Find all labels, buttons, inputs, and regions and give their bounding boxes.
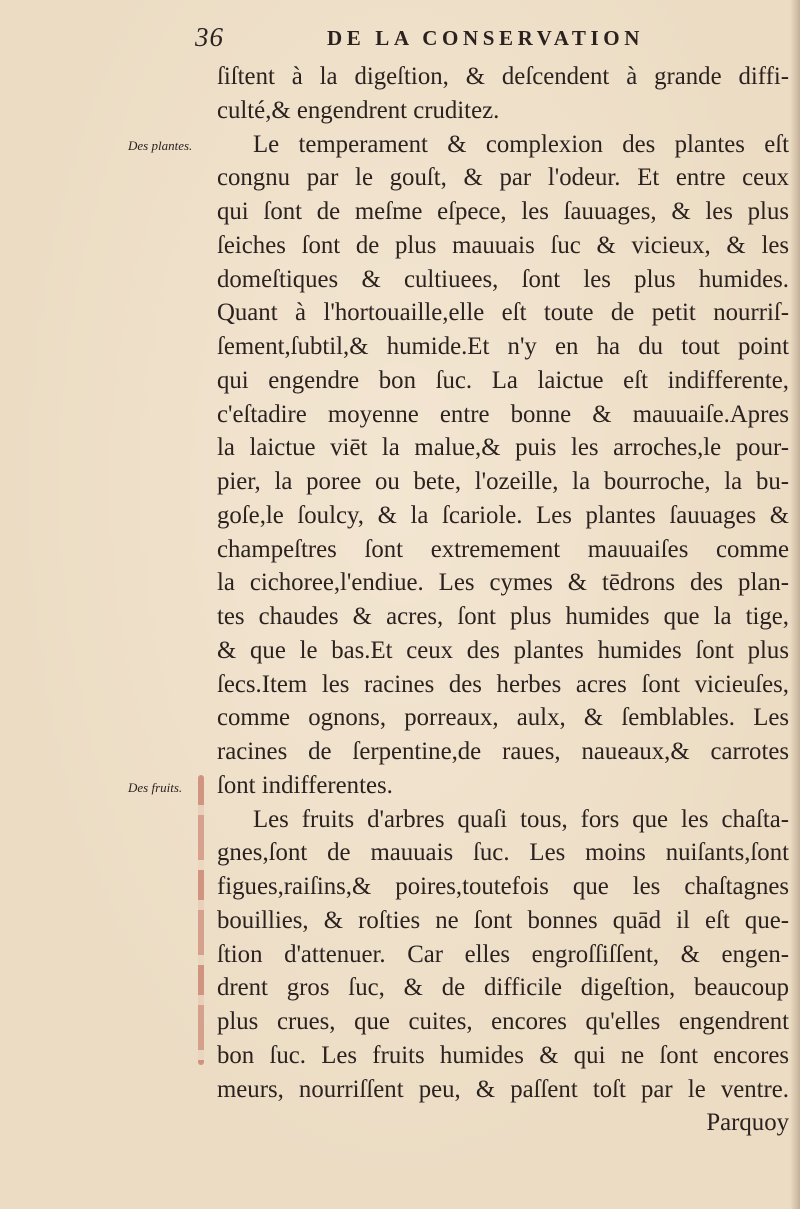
text-line: la cichoree,l'endiue. Les cymes & tēdrons des plan- xyxy=(217,569,789,597)
text-line: ſiſtent à la digeſtion, & deſcendent à grande diffi- xyxy=(217,63,789,90)
text-line: gnes,ſont de mauuais ſuc. Les moins nuiſants,ſont xyxy=(217,839,789,867)
text-line: champeſtres ſont extremement mauuaiſes comme xyxy=(217,535,789,563)
text-line: c'eſtadire moyenne entre bonne & mauuaiſe.Apres xyxy=(217,400,789,428)
text-line: ſont indifferentes. xyxy=(217,771,393,799)
text-line: ſement,ſubtil,& humide.Et n'y en ha du tout point xyxy=(217,333,789,360)
text-line: Quant à l'hortouaille,elle eſt toute de petit nourriſ- xyxy=(217,299,789,327)
text-line: racines de ſerpentine,de raues, naueaux,& carrotes xyxy=(217,738,789,765)
catchword: Parquoy xyxy=(706,1109,789,1137)
text-line: bouillies, & roſties ne ſont bonnes quād il eſt que- xyxy=(217,906,789,934)
sidenote-fruits: Des fruits. xyxy=(128,780,183,795)
text-line: drent gros ſuc, & de difficile digeſtion, beaucoup xyxy=(217,974,789,1002)
text-line: culté,& engendrent cruditez. xyxy=(217,96,500,124)
text-line: & que le bas.Et ceux des plantes humides ſont plus xyxy=(217,636,789,664)
text-line: tes chaudes & acres, ſont plus humides que la tige, xyxy=(217,603,789,630)
text-line: meurs, nourriſſent peu, & paſſent toſt par le ventre. xyxy=(217,1075,789,1103)
text-line: ſtion d'attenuer. Car elles engroſſiſſent, & engen- xyxy=(217,940,789,968)
text-line: bon ſuc. Les fruits humides & qui ne ſont encores xyxy=(217,1041,789,1069)
page-number: 36 xyxy=(195,22,224,52)
text-line: comme ognons, porreaux, aulx, & ſemblables. Les xyxy=(217,704,789,732)
text-line: la laictue viēt la malue,& puis les arroches,le pour- xyxy=(217,434,789,462)
sidenote-plants: Des plantes. xyxy=(128,138,193,153)
text-line: qui engendre bon ſuc. La laictue eſt indifferente, xyxy=(217,366,789,394)
running-head: DE LA CONSERVATION xyxy=(327,26,645,50)
body-text xyxy=(217,60,789,1140)
text-line: figues,raiſins,& poires,toutefois que les chaſtagnes xyxy=(217,873,789,900)
text-line: goſe,le ſoulcy, & la ſcariole. Les plantes ſauuages & xyxy=(217,501,789,529)
text-line: ſecs.Item les racines des herbes acres ſont vicieuſes, xyxy=(217,670,789,698)
text-line: pier, la poree ou bete, l'ozeille, la bourroche, la bu- xyxy=(217,468,789,495)
text-line: domeſtiques & cultiuees, ſont les plus humides. xyxy=(217,265,789,293)
paragraph-start-plants: Le temperament & complexion des plantes eſt xyxy=(253,130,789,158)
text-line: plus crues, que cuites, encores qu'elles engendrent xyxy=(217,1008,789,1035)
paragraph-start-fruits: Les fruits d'arbres quaſi tous, fors que les chaſta- xyxy=(253,805,789,833)
text-line: qui ſont de meſme eſpece, les ſauuages, & les plus xyxy=(217,198,789,225)
page-header xyxy=(195,22,790,56)
text-line: ſeiches ſont de plus mauuais ſuc & vicieux, & les xyxy=(217,231,789,259)
page-edge xyxy=(790,0,800,1209)
red-margin-mark xyxy=(198,775,204,1065)
text-line: congnu par le gouſt, & par l'odeur. Et entre ceux xyxy=(217,164,789,192)
